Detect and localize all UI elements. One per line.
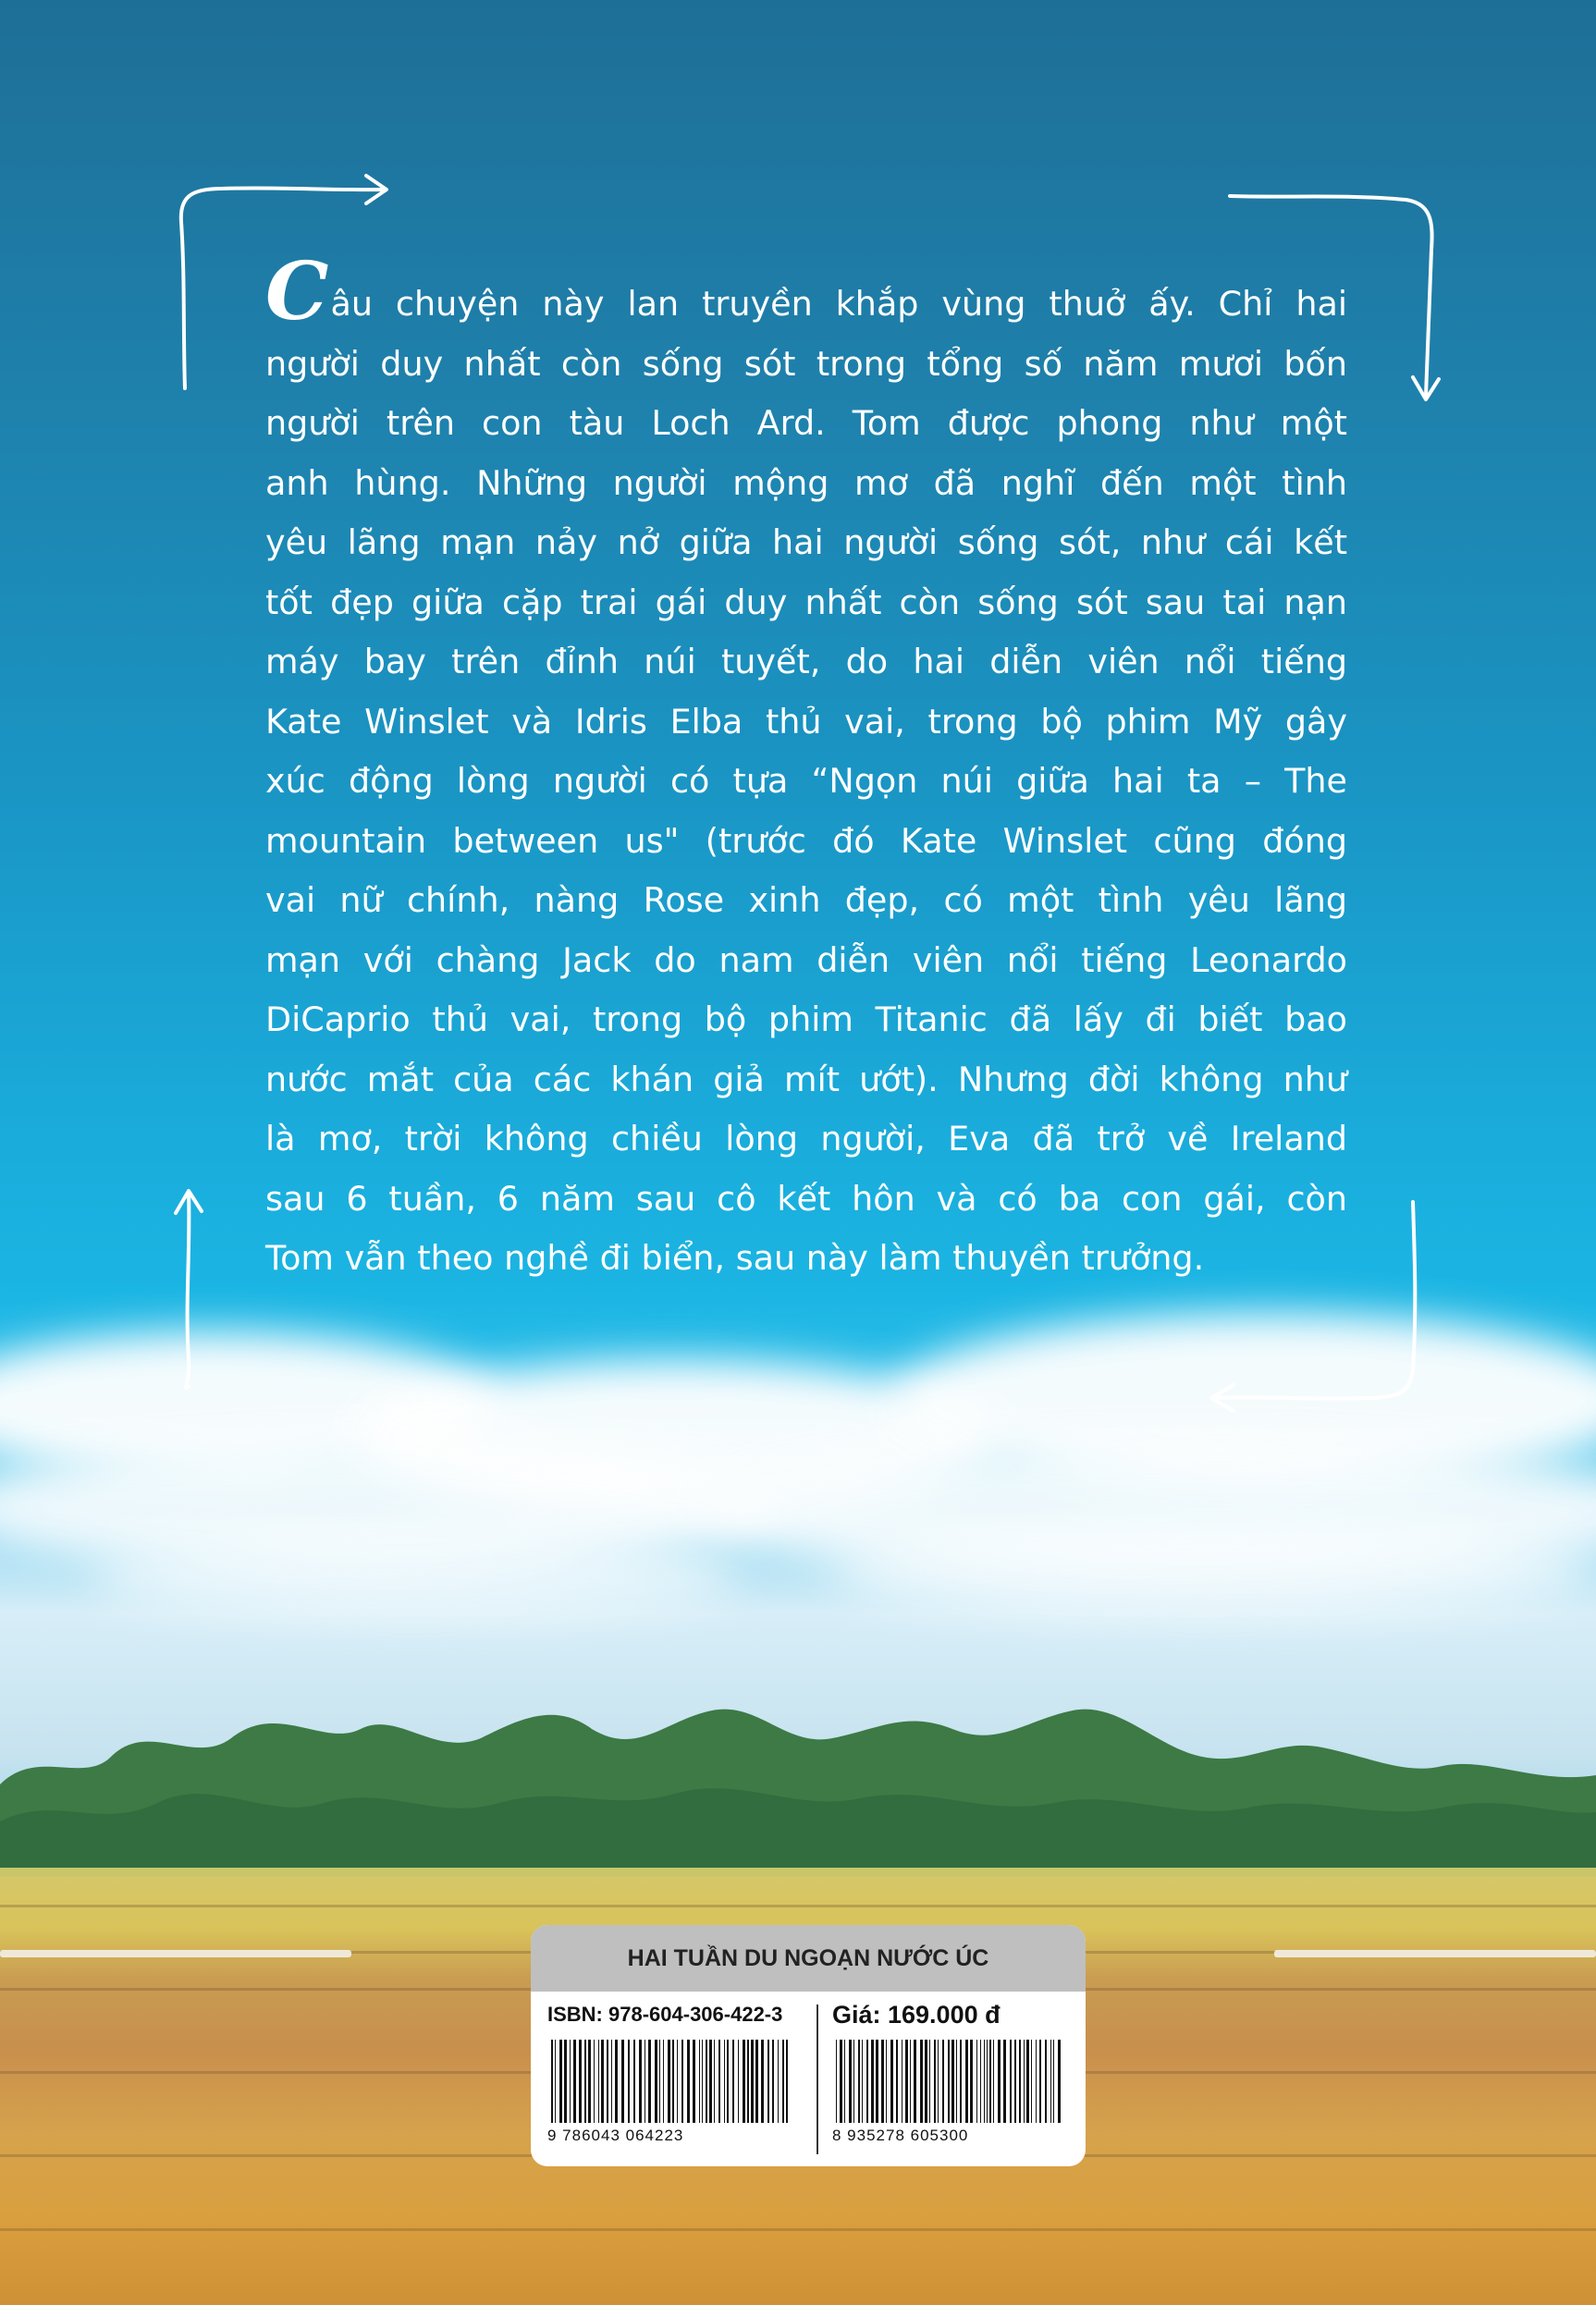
- story-line: người trên con tàu Loch Ard. Tom được phong như một: [265, 403, 1347, 443]
- barcode-bar: [772, 2040, 774, 2123]
- barcode-bar: [699, 2040, 700, 2123]
- isbn-label: ISBN: 978-604-306-422-3: [547, 2003, 783, 2026]
- barcode-bar: [681, 2040, 683, 2123]
- barcode-bar: [993, 2040, 994, 2123]
- barcode-bar: [778, 2040, 779, 2123]
- barcode-bar: [871, 2040, 874, 2123]
- barcode-bar: [987, 2040, 988, 2123]
- barcode-bar: [925, 2040, 927, 2123]
- barcode-bar: [905, 2040, 908, 2123]
- road-line: [1274, 1950, 1596, 1957]
- story-line: máy bay trên đỉnh núi tuyết, do hai diễn viên nổi tiếng: [265, 642, 1347, 681]
- cloud: [832, 1526, 1590, 1618]
- barcode-bar: [951, 2040, 954, 2123]
- barcode-bar: [866, 2040, 868, 2123]
- barcode-bar: [559, 2040, 562, 2123]
- cloud: [92, 1535, 740, 1618]
- barcode-bar: [782, 2040, 784, 2123]
- barcode-bar: [849, 2040, 852, 2123]
- barcode-bar: [551, 2040, 553, 2123]
- barcode-bar: [672, 2040, 674, 2123]
- barcode-bar: [687, 2040, 690, 2123]
- field-stripe: [0, 2228, 1596, 2231]
- barcode-bar: [914, 2040, 916, 2123]
- barcode-bar: [876, 2040, 878, 2123]
- barcode-box: [531, 1925, 1086, 2166]
- barcode-bar: [659, 2040, 660, 2123]
- road-line: [0, 1950, 351, 1957]
- barcode-bar: [956, 2040, 957, 2123]
- isbn-barcode: [547, 2040, 795, 2128]
- barcode-bar: [1026, 2040, 1029, 2123]
- barcode-bar: [663, 2040, 664, 2123]
- barcode-bar: [633, 2040, 635, 2123]
- barcode-bar: [844, 2040, 845, 2123]
- price-block: [832, 1999, 1074, 2156]
- barcode-bar: [1024, 2040, 1025, 2123]
- isbn-block: [547, 1999, 806, 2156]
- barcode-bar: [615, 2040, 618, 2123]
- barcode-bar: [989, 2040, 991, 2123]
- barcode-bar: [896, 2040, 898, 2123]
- barcode-bar: [1031, 2040, 1032, 2123]
- barcode-bar: [639, 2040, 642, 2123]
- barcode-bar: [709, 2040, 712, 2123]
- barcode-bar: [570, 2040, 571, 2123]
- barcode-bar: [1003, 2040, 1006, 2123]
- barcode-bar: [584, 2040, 586, 2123]
- story-line: mountain between us" (trước đó Kate Winslet cũng đóng: [265, 820, 1347, 861]
- barcode-bar: [920, 2040, 923, 2123]
- arrow-head-right-icon: [366, 176, 387, 203]
- barcode-bar: [738, 2040, 739, 2123]
- barcode-bar: [881, 2040, 884, 2123]
- barcode-bar: [621, 2040, 624, 2123]
- isbn-digits: 9 786043 064223: [547, 2127, 684, 2144]
- barcode-bar: [727, 2040, 729, 2123]
- barcode-bar: [858, 2040, 860, 2123]
- barcode-bar: [960, 2040, 962, 2123]
- barcode-bar: [1039, 2040, 1041, 2123]
- barcode-bar: [934, 2040, 936, 2123]
- barcode-divider: [816, 2005, 818, 2154]
- barcode-bar: [677, 2040, 678, 2123]
- barcode-bar: [886, 2040, 887, 2123]
- barcode-bar: [588, 2040, 591, 2123]
- barcode-bar: [607, 2040, 608, 2123]
- arrow-head-down-icon: [1413, 377, 1439, 399]
- barcode-bar: [573, 2040, 576, 2123]
- story-line: người duy nhất còn sống sót trong tổng số năm mươi bốn: [265, 343, 1347, 384]
- story-line: vai nữ chính, nàng Rose xinh đẹp, có một tình yêu lãng: [265, 880, 1347, 920]
- barcode-bar: [655, 2040, 657, 2123]
- price-digits: 8 935278 605300: [832, 2127, 969, 2144]
- barcode-bar: [761, 2040, 764, 2123]
- barcode-bar: [948, 2040, 950, 2123]
- story-line: tốt đẹp giữa cặp trai gái duy nhất còn sống sót sau tai nạn: [265, 582, 1347, 622]
- story-line: yêu lãng mạn nảy nở giữa hai người sống sót, như cái kết: [265, 522, 1347, 562]
- story-line: Kate Winslet và Idris Elba thủ vai, trong bộ phim Mỹ gây: [265, 701, 1347, 742]
- barcode-bar: [786, 2040, 788, 2123]
- barcode-bar: [598, 2040, 599, 2123]
- barcode-bar: [564, 2040, 567, 2123]
- barcode-bar: [702, 2040, 703, 2123]
- barcode-bar: [579, 2040, 582, 2123]
- barcode-bar: [724, 2040, 725, 2123]
- barcode-bar: [836, 2040, 837, 2123]
- barcode-bar: [732, 2040, 734, 2123]
- field-stripe: [0, 1905, 1596, 1907]
- barcode-bar: [693, 2040, 695, 2123]
- barcode-bar: [714, 2040, 715, 2123]
- barcode-bar: [976, 2040, 977, 2123]
- barcode-bar: [743, 2040, 745, 2123]
- barcode-bar: [751, 2040, 754, 2123]
- barcode-bar: [965, 2040, 968, 2123]
- barcode-bar: [755, 2040, 758, 2123]
- story-line: là mơ, trời không chiều lòng người, Eva đã trở về Ireland: [265, 1119, 1347, 1159]
- barcode-bar: [767, 2040, 769, 2123]
- price-barcode: [832, 2040, 1063, 2128]
- barcode-bar: [1014, 2040, 1016, 2123]
- barcode-bar: [594, 2040, 595, 2123]
- barcode-bar: [1045, 2040, 1047, 2123]
- barcode-bar: [1058, 2040, 1061, 2123]
- barcode-bar: [718, 2040, 720, 2123]
- barcode-bar: [601, 2040, 604, 2123]
- drop-cap: C: [265, 245, 329, 338]
- barcode-bar: [938, 2040, 939, 2123]
- barcode-bar: [998, 2040, 1001, 2123]
- barcode-bar: [910, 2040, 911, 2123]
- story-line: DiCaprio thủ vai, trong bộ phim Titanic đã lấy đi biết bao: [265, 999, 1347, 1039]
- barcode-bar: [929, 2040, 930, 2123]
- barcode-bar: [706, 2040, 707, 2123]
- price-label: Giá: 169.000 đ: [832, 2001, 1001, 2029]
- story-line: mạn với chàng Jack do nam diễn viên nổi tiếng Leonardo: [265, 939, 1347, 980]
- story-line: sau 6 tuần, 6 năm sau cô kết hôn và có ba con gái, còn: [265, 1178, 1347, 1219]
- barcode-bar: [1036, 2040, 1037, 2123]
- story-line: xúc động lòng người có tựa “Ngọn núi giữa hai ta – The: [265, 761, 1347, 801]
- story-line: anh hùng. Những người mộng mơ đã nghĩ đến một tình: [265, 462, 1347, 503]
- arrow-head-up-icon: [176, 1191, 202, 1213]
- barcode-bar: [862, 2040, 863, 2123]
- barcode-bar: [747, 2040, 749, 2123]
- story-line: Tom vẫn theo nghề đi biển, sau này làm thuyền trưởng.: [265, 1238, 1205, 1278]
- barcode-bar: [628, 2040, 630, 2123]
- barcode-bar: [970, 2040, 973, 2123]
- barcode-bar: [984, 2040, 985, 2123]
- story-line-1: Câu chuyện này lan truyền khắp vùng thuở ấy. Chỉ hai: [265, 245, 1347, 338]
- barcode-bar: [611, 2040, 612, 2123]
- book-title-label: HAI TUẦN DU NGOẠN NƯỚC ÚC: [531, 1925, 1086, 1992]
- barcode-bar: [555, 2040, 556, 2123]
- story-line: nước mắt của các khán giả mít ướt). Nhưng đời không như: [265, 1059, 1347, 1099]
- barcode-bar: [890, 2040, 893, 2123]
- barcode-bar: [1050, 2040, 1051, 2123]
- barcode-bar: [942, 2040, 944, 2123]
- barcode-bar: [980, 2040, 981, 2123]
- story-paragraph: [265, 245, 1347, 1289]
- barcode-bar: [840, 2040, 842, 2123]
- barcode-bar: [1053, 2040, 1054, 2123]
- barcode-bar: [1019, 2040, 1021, 2123]
- barcode-bar: [1010, 2040, 1012, 2123]
- barcode-bar: [853, 2040, 854, 2123]
- barcode-bar: [648, 2040, 651, 2123]
- barcode-bar: [668, 2040, 670, 2123]
